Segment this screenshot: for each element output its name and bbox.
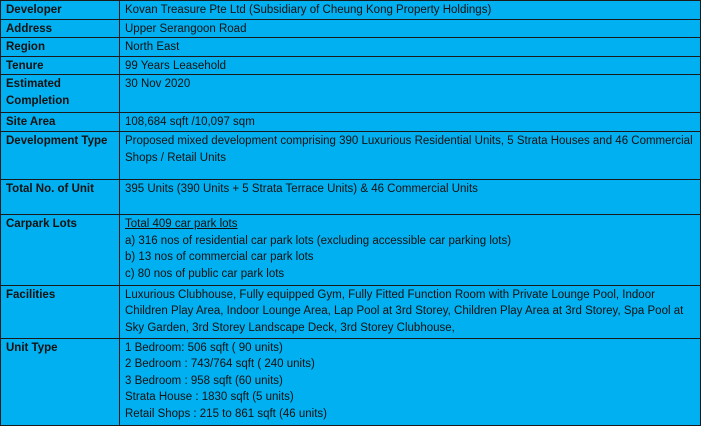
value-line: Upper Serangoon Road	[125, 22, 247, 35]
value-line: 2 Bedroom : 743/764 sqft ( 240 units)	[125, 358, 315, 371]
row-label: Tenure	[1, 56, 120, 75]
row-value	[120, 285, 701, 338]
value-line: Strata House : 1830 sqft (5 units)	[125, 391, 294, 404]
table-row-facilities	[1, 285, 701, 338]
value-line: Kovan Treasure Pte Ltd (Subsidiary of Cheung Kong Property Holdings)	[125, 4, 492, 16]
row-value	[120, 215, 701, 285]
table-row-estimated-completion	[1, 75, 701, 113]
value-line: 30 Nov 2020	[125, 78, 191, 91]
row-label: Address	[1, 19, 120, 38]
row-value	[120, 38, 701, 57]
row-value	[120, 113, 701, 132]
table-row-developer	[1, 1, 701, 20]
table-row-unit-type	[1, 338, 701, 425]
row-label: Unit Type	[1, 338, 120, 425]
row-label: Total No. of Unit	[1, 180, 120, 215]
value-line: 3 Bedroom : 958 sqft (60 units)	[125, 374, 283, 387]
value-line: 99 Years Leasehold	[125, 59, 227, 72]
row-value	[120, 338, 701, 425]
value-line: c) 80 nos of public car park lots	[125, 267, 285, 280]
row-label: Carpark Lots	[1, 215, 120, 285]
value-line: b) 13 nos of commercial car park lots	[125, 251, 314, 264]
table-row-carpark-lots	[1, 215, 701, 285]
row-label: Region	[1, 38, 120, 57]
value-line: 108,684 sqft /10,097 sqm	[125, 116, 255, 129]
table-row-site-area	[1, 113, 701, 132]
row-label: Development Type	[1, 132, 120, 180]
row-label: Facilities	[1, 285, 120, 338]
row-label: Estimated Completion	[1, 75, 120, 113]
row-value	[120, 75, 701, 113]
value-line: 395 Units (390 Units + 5 Strata Terrace Units) & 46 Commercial Units	[125, 183, 478, 196]
row-value	[120, 19, 701, 38]
value-line: a) 316 nos of residential car park lots (excluding accessible car parking lots)	[125, 234, 512, 247]
table-row-tenure	[1, 56, 701, 75]
table-row-address	[1, 19, 701, 38]
table-row-region	[1, 38, 701, 57]
row-value	[120, 56, 701, 75]
carpark-total: Total 409 car park lots	[125, 218, 238, 231]
value-line: North East	[125, 41, 180, 54]
row-value	[120, 1, 701, 20]
row-value	[120, 132, 701, 180]
value-line: 1 Bedroom: 506 sqft ( 90 units)	[125, 341, 283, 354]
value-line: Proposed mixed development comprising 390 Luxurious Residential Units, 5 Strata Houses and 46 Commercial Shops / Retail Units	[125, 135, 693, 164]
table-row-development-type	[1, 132, 701, 180]
table-row-total-units	[1, 180, 701, 215]
value-line: Retail Shops : 215 to 861 sqft (46 units)	[125, 407, 328, 420]
row-label: Site Area	[1, 113, 120, 132]
row-value	[120, 180, 701, 215]
value-line: Luxurious Clubhouse, Fully equipped Gym, Fully Fitted Function Room with Private Lounge Pool, Indoor Children Play Area, Indoor Lounge Area, Lap Pool at 3rd Storey, Children Play Area at 3rd Storey, Spa Pool at Sky Garden, 3rd Storey Landscape Deck, 3rd Storey Clubhouse,	[125, 288, 684, 334]
row-label: Developer	[1, 1, 120, 20]
